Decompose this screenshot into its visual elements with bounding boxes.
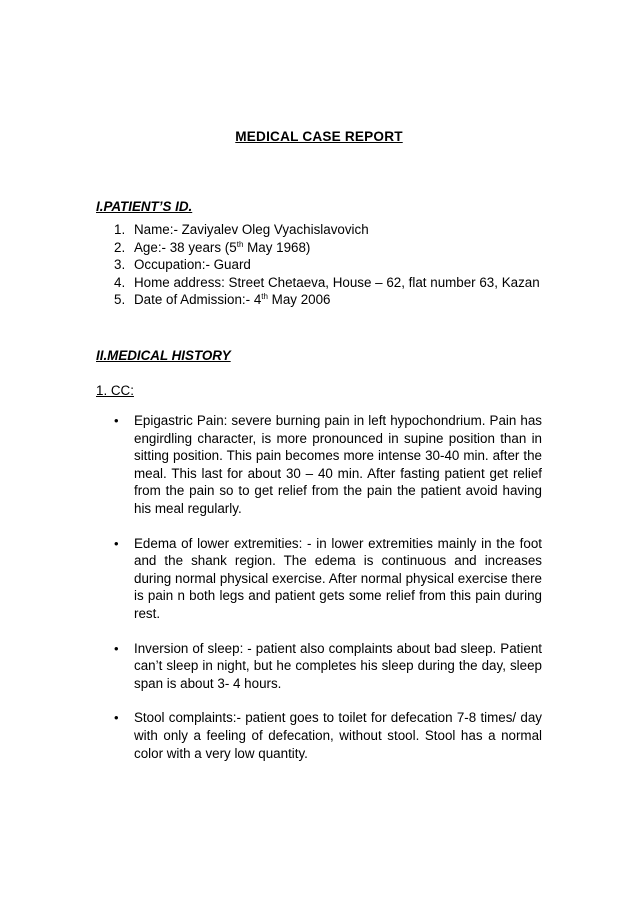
list-item-text: Inversion of sleep: - patient also complaints about bad sleep. Patient can’t sleep in night, but he completes his sleep during the day, sleep span is about 3- 4 hours. xyxy=(134,640,542,691)
list-item-number: 4. xyxy=(114,274,126,290)
list-item-text: May 2006 xyxy=(267,292,331,308)
page-title: MEDICAL CASE REPORT xyxy=(235,129,403,144)
list-item-text: Stool complaints:- patient goes to toilet for defecation 7-8 times/ day with only a feeling of defecation, without stool. Stool has a normal color with a very low quantity. xyxy=(134,710,542,761)
list-item-number: 5. xyxy=(114,292,126,308)
section-heading-patient-id: I.PATIENT’S ID. xyxy=(96,199,193,214)
list-item-text: May 1968) xyxy=(243,239,311,255)
list-item xyxy=(96,291,542,309)
patient-id-list xyxy=(96,221,542,309)
list-item xyxy=(96,640,542,693)
superscript: th xyxy=(261,292,268,302)
list-item xyxy=(96,709,542,762)
bullet-icon: • xyxy=(114,535,119,551)
list-item xyxy=(96,412,542,518)
list-item xyxy=(96,221,542,239)
section-heading-medical-history: II.MEDICAL HISTORY xyxy=(96,348,231,363)
bullet-icon: • xyxy=(114,640,119,656)
list-item-number: 1. xyxy=(114,222,126,237)
list-item-number: 3. xyxy=(114,257,126,273)
list-item xyxy=(96,535,542,623)
list-item-number: 2. xyxy=(114,239,126,255)
superscript: th xyxy=(236,239,244,249)
list-item xyxy=(96,256,542,274)
complaints-list xyxy=(96,412,542,779)
bullet-icon: • xyxy=(114,710,119,726)
bullet-icon: • xyxy=(114,413,119,428)
list-item xyxy=(96,239,542,257)
list-item-text: Date of Admission:- 4 xyxy=(134,292,262,308)
list-item-text: Epigastric Pain: severe burning pain in left hypochondrium. Pain has engirdling character, is more pronounced in supine position than in sitting position. This pain becomes more intense 30-40 min. after the meal. This last for about 30 – 40 min. After fasting patient get relief from the pain so to get relief from the pain the patient avoid having his meal regularly. xyxy=(134,413,542,516)
subheading-chief-complaints: 1. CC: xyxy=(96,383,134,398)
list-item xyxy=(96,274,542,292)
list-item-text: Age:- 38 years (5 xyxy=(134,239,237,255)
list-item-text: Occupation:- Guard xyxy=(134,257,251,273)
list-item-text: Name:- Zaviyalev Oleg Vyachislavovich xyxy=(134,222,369,237)
list-item-text: Home address: Street Chetaeva, House – 62, flat number 63, Kazan xyxy=(134,274,540,290)
list-item-text: Edema of lower extremities: - in lower extremities mainly in the foot and the shank region. The edema is continuous and increases during normal physical exercise. After normal physical exercise there is pain n both legs and patient gets some relief from this pain during rest. xyxy=(134,535,542,621)
